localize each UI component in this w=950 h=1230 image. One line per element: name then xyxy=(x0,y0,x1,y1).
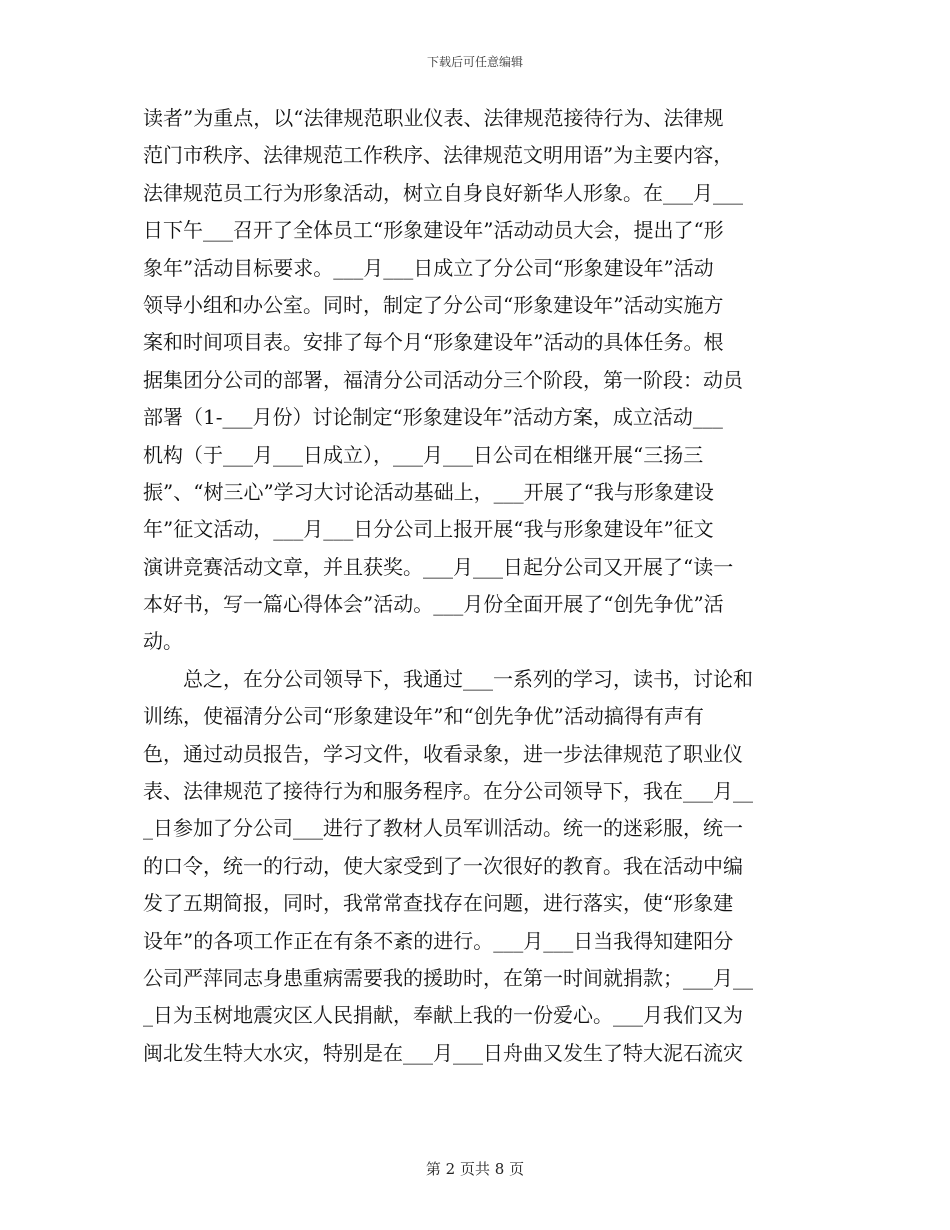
text-line: _日参加了分公司___进行了教材人员军训活动。统一的迷彩服，统一 xyxy=(143,816,743,841)
text-line: 案和时间项目表。安排了每个月“形象建设年”活动的具体任务。根 xyxy=(143,330,724,355)
text-line: 象年”活动目标要求。___月___日成立了分公司“形象建设年”活动 xyxy=(143,255,714,280)
text-line: 设年”的各项工作正在有条不紊的进行。___月___日当我得知建阳分 xyxy=(143,928,734,953)
text-line: 演讲竞赛活动文章，并且获奖。___月___日起分公司又开展了“读一 xyxy=(143,554,734,579)
text-line: 公司严萍同志身患重病需要我的援助时，在第一时间就捐款；___月__ xyxy=(143,965,753,990)
text-line: 机构（于___月___日成立），___月___日公司在相继开展“三扬三 xyxy=(143,442,704,467)
text-line: 年”征文活动，___月___日分公司上报开展“我与形象建设年”征文 xyxy=(143,517,714,542)
text-line: 法律规范员工行为形象活动，树立自身良好新华人形象。在___月___ xyxy=(143,180,743,205)
text-line: 总之，在分公司领导下，我通过___一系列的学习，读书，讨论和 xyxy=(143,666,753,691)
text-line: 读者”为重点，以“法律规范职业仪表、法律规范接待行为、法律规 xyxy=(143,106,724,130)
text-line: 领导小组和办公室。同时，制定了分公司“形象建设年”活动实施方 xyxy=(143,292,724,317)
text-line: 振”、“树三心”学习大讨论活动基础上，___开展了“我与形象建设 xyxy=(143,479,714,504)
page-header: 下载后可任意编辑 xyxy=(426,55,523,69)
text-line: 日下午___召开了全体员工“形象建设年”活动动员大会，提出了“形 xyxy=(143,218,724,243)
text-line: 动。 xyxy=(143,629,183,654)
text-line: 闽北发生特大水灾，特别是在___月___日舟曲又发生了特大泥石流灾 xyxy=(143,1040,743,1065)
text-line: 色，通过动员报告，学习文件，收看录象，进一步法律规范了职业仪 xyxy=(143,741,743,766)
page-footer: 第 2 页共 8 页 xyxy=(425,1160,525,1178)
document-body xyxy=(143,100,807,1072)
text-line: 表、法律规范了接待行为和服务程序。在分公司领导下，我在___月__ xyxy=(143,779,753,804)
text-line: 本好书，写一篇心得体会”活动。___月份全面开展了“创先争优”活 xyxy=(143,592,724,617)
text-line: _日为玉树地震灾区人民捐献，奉献上我的一份爱心。___月我们又为 xyxy=(143,1003,743,1028)
text-line: 据集团分公司的部署，福清分公司活动分三个阶段，第一阶段：动员 xyxy=(143,367,743,392)
text-line: 部署（1-___月份）讨论制定“形象建设年”活动方案，成立活动___ xyxy=(143,405,723,430)
text-line: 范门市秩序、法律规范工作秩序、法律规范文明用语”为主要内容， xyxy=(143,143,734,168)
text-line: 发了五期简报，同时，我常常查找存在问题，进行落实，使“形象建 xyxy=(143,891,734,916)
text-line: 的口令，统一的行动，使大家受到了一次很好的教育。我在活动中编 xyxy=(143,853,743,878)
text-line: 训练，使福清分公司“形象建设年”和“创先争优”活动搞得有声有 xyxy=(143,704,704,729)
